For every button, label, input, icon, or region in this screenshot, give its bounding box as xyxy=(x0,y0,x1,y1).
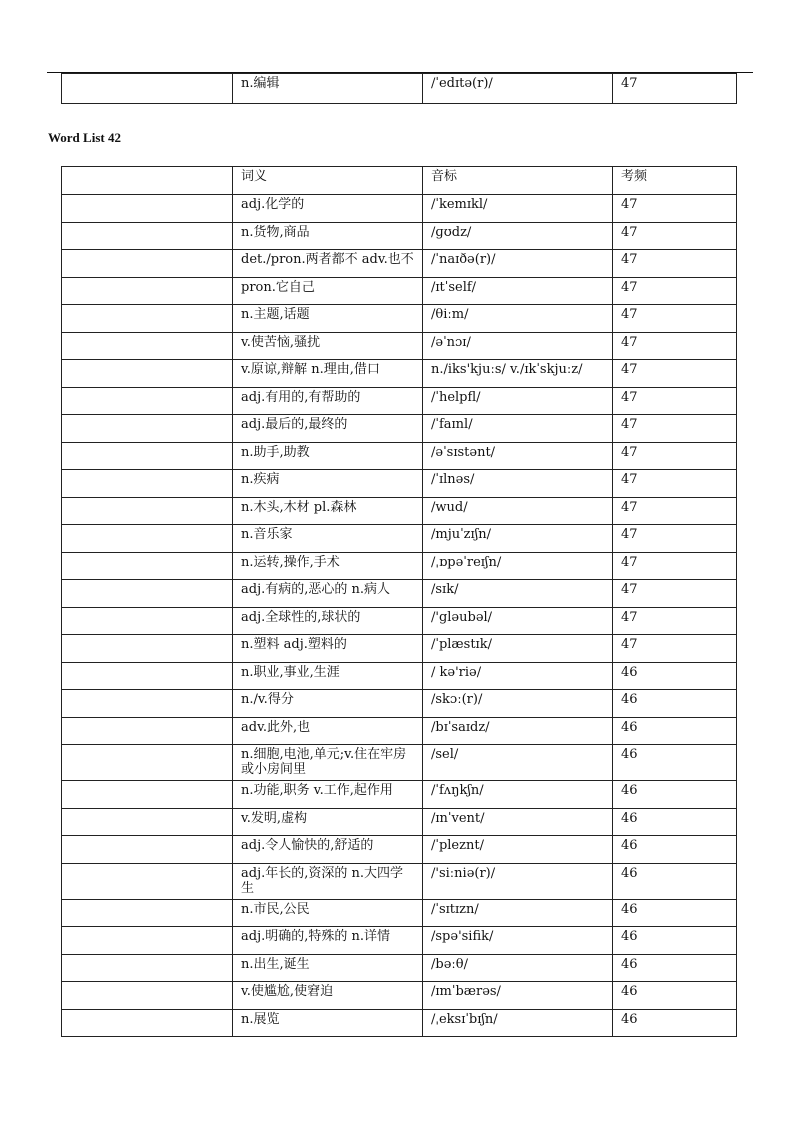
cell-word xyxy=(62,1009,233,1037)
cell-meaning: v.发明,虚构 xyxy=(233,808,423,836)
cell-frequency: 47 xyxy=(613,222,737,250)
cell-frequency: 46 xyxy=(613,899,737,927)
cell-word xyxy=(62,74,233,104)
cell-frequency: 47 xyxy=(613,525,737,553)
cell-phonetic: /əˈnɔɪ/ xyxy=(423,332,613,360)
cell-word xyxy=(62,497,233,525)
cell-meaning: adj.令人愉快的,舒适的 xyxy=(233,836,423,864)
table-row xyxy=(62,808,737,836)
word-list-table xyxy=(61,166,737,1037)
cell-phonetic: /'gləubəl/ xyxy=(423,607,613,635)
table-row xyxy=(62,745,737,781)
cell-phonetic: /wud/ xyxy=(423,497,613,525)
cell-frequency: 47 xyxy=(613,552,737,580)
cell-phonetic: /ɪtˈself/ xyxy=(423,277,613,305)
cell-word xyxy=(62,808,233,836)
cell-word xyxy=(62,195,233,223)
cell-meaning: n.塑料 adj.塑料的 xyxy=(233,635,423,663)
cell-word xyxy=(62,277,233,305)
cell-meaning: v.使苦恼,骚扰 xyxy=(233,332,423,360)
cell-phonetic: /ˈkemɪkl/ xyxy=(423,195,613,223)
header-phonetic: 音标 xyxy=(423,167,613,195)
cell-meaning: n.编辑 xyxy=(233,74,423,104)
table-row xyxy=(62,277,737,305)
cell-word xyxy=(62,552,233,580)
cell-phonetic: /ˈnaɪðə(r)/ xyxy=(423,250,613,278)
table-row xyxy=(62,360,737,388)
cell-meaning: n.职业,事业,生涯 xyxy=(233,662,423,690)
cell-phonetic: / kə'riə/ xyxy=(423,662,613,690)
cell-word xyxy=(62,332,233,360)
cell-word xyxy=(62,717,233,745)
previous-table-body xyxy=(62,74,737,104)
cell-meaning: adj.全球性的,球状的 xyxy=(233,607,423,635)
table-row xyxy=(62,690,737,718)
table-row xyxy=(62,387,737,415)
table-row xyxy=(62,899,737,927)
cell-phonetic: /θiːm/ xyxy=(423,305,613,333)
table-row xyxy=(62,863,737,899)
table-row xyxy=(62,927,737,955)
cell-phonetic: /ˈfaɪnl/ xyxy=(423,415,613,443)
table-row xyxy=(62,1009,737,1037)
cell-word xyxy=(62,899,233,927)
cell-meaning: pron.它自己 xyxy=(233,277,423,305)
cell-word xyxy=(62,745,233,781)
cell-phonetic: /bɪˈsaɪdz/ xyxy=(423,717,613,745)
cell-phonetic: /ˈhelpfl/ xyxy=(423,387,613,415)
table-row xyxy=(62,525,737,553)
table-row xyxy=(62,470,737,498)
cell-meaning: n.功能,职务 v.工作,起作用 xyxy=(233,781,423,809)
cell-word xyxy=(62,982,233,1010)
cell-meaning: adj.最后的,最终的 xyxy=(233,415,423,443)
cell-meaning: n.细胞,电池,单元;v.住在牢房或小房间里 xyxy=(233,745,423,781)
cell-phonetic: /skɔː(r)/ xyxy=(423,690,613,718)
cell-frequency: 47 xyxy=(613,195,737,223)
table-row xyxy=(62,497,737,525)
table-row xyxy=(62,305,737,333)
cell-frequency: 47 xyxy=(613,387,737,415)
cell-frequency: 47 xyxy=(613,580,737,608)
cell-phonetic: /bəːθ/ xyxy=(423,954,613,982)
cell-word xyxy=(62,662,233,690)
cell-frequency: 46 xyxy=(613,863,737,899)
cell-word xyxy=(62,415,233,443)
cell-phonetic: /'siːniə(r)/ xyxy=(423,863,613,899)
cell-word xyxy=(62,222,233,250)
cell-meaning: n.运转,操作,手术 xyxy=(233,552,423,580)
cell-frequency: 46 xyxy=(613,781,737,809)
cell-meaning: n.主题,话题 xyxy=(233,305,423,333)
cell-word xyxy=(62,607,233,635)
cell-phonetic: /ɡʊdz/ xyxy=(423,222,613,250)
cell-frequency: 46 xyxy=(613,954,737,982)
cell-frequency: 47 xyxy=(613,442,737,470)
cell-word xyxy=(62,387,233,415)
cell-phonetic: /ˈɪlnəs/ xyxy=(423,470,613,498)
cell-frequency: 46 xyxy=(613,927,737,955)
cell-frequency: 47 xyxy=(613,74,737,104)
cell-word xyxy=(62,250,233,278)
cell-phonetic: /sel/ xyxy=(423,745,613,781)
cell-frequency: 46 xyxy=(613,1009,737,1037)
cell-frequency: 47 xyxy=(613,415,737,443)
cell-word xyxy=(62,836,233,864)
table-row xyxy=(62,635,737,663)
cell-word xyxy=(62,305,233,333)
previous-word-table xyxy=(61,73,737,104)
cell-frequency: 46 xyxy=(613,717,737,745)
cell-meaning: adj.化学的 xyxy=(233,195,423,223)
cell-word xyxy=(62,781,233,809)
cell-frequency: 46 xyxy=(613,808,737,836)
table-row xyxy=(62,442,737,470)
table-row xyxy=(62,836,737,864)
cell-meaning: n.市民,公民 xyxy=(233,899,423,927)
cell-frequency: 47 xyxy=(613,305,737,333)
cell-meaning: n.货物,商品 xyxy=(233,222,423,250)
table-row xyxy=(62,580,737,608)
cell-frequency: 47 xyxy=(613,470,737,498)
cell-frequency: 46 xyxy=(613,982,737,1010)
cell-phonetic: n./iks'kjuːs/ v./ɪkˈskjuːz/ xyxy=(423,360,613,388)
cell-meaning: v.原谅,辩解 n.理由,借口 xyxy=(233,360,423,388)
cell-meaning: adj.年长的,资深的 n.大四学生 xyxy=(233,863,423,899)
cell-word xyxy=(62,635,233,663)
table-row xyxy=(62,552,737,580)
header-word xyxy=(62,167,233,195)
cell-meaning: adj.有用的,有帮助的 xyxy=(233,387,423,415)
cell-meaning: v.使尴尬,使窘迫 xyxy=(233,982,423,1010)
cell-meaning: adv.此外,也 xyxy=(233,717,423,745)
cell-frequency: 46 xyxy=(613,690,737,718)
cell-word xyxy=(62,442,233,470)
cell-phonetic: /ˌɒpəˈreɪʃn/ xyxy=(423,552,613,580)
table-row xyxy=(62,415,737,443)
cell-phonetic: /mjuˈzɪʃn/ xyxy=(423,525,613,553)
cell-frequency: 47 xyxy=(613,360,737,388)
cell-meaning: n.展览 xyxy=(233,1009,423,1037)
cell-phonetic: /spə'sifik/ xyxy=(423,927,613,955)
table-row xyxy=(62,250,737,278)
cell-word xyxy=(62,470,233,498)
cell-word xyxy=(62,525,233,553)
cell-word xyxy=(62,863,233,899)
cell-frequency: 46 xyxy=(613,836,737,864)
table-row xyxy=(62,607,737,635)
cell-word xyxy=(62,954,233,982)
cell-meaning: n.助手,助教 xyxy=(233,442,423,470)
header-meaning: 词义 xyxy=(233,167,423,195)
table-row xyxy=(62,662,737,690)
cell-word xyxy=(62,690,233,718)
cell-phonetic: /ˈplæstɪk/ xyxy=(423,635,613,663)
cell-meaning: det./pron.两者都不 adv.也不 xyxy=(233,250,423,278)
cell-frequency: 47 xyxy=(613,250,737,278)
cell-word xyxy=(62,580,233,608)
cell-phonetic: /ɪnˈvent/ xyxy=(423,808,613,836)
cell-meaning: n.疾病 xyxy=(233,470,423,498)
table-row xyxy=(62,717,737,745)
cell-frequency: 47 xyxy=(613,607,737,635)
table-row xyxy=(62,195,737,223)
table-row xyxy=(62,332,737,360)
cell-phonetic: /ˈfʌŋkʃn/ xyxy=(423,781,613,809)
cell-word xyxy=(62,360,233,388)
table-row xyxy=(62,982,737,1010)
header-frequency: 考频 xyxy=(613,167,737,195)
cell-meaning: n./v.得分 xyxy=(233,690,423,718)
cell-phonetic: /ˈsɪtɪzn/ xyxy=(423,899,613,927)
cell-meaning: n.木头,木材 pl.森林 xyxy=(233,497,423,525)
cell-meaning: n.出生,诞生 xyxy=(233,954,423,982)
cell-frequency: 47 xyxy=(613,332,737,360)
cell-meaning: adj.明确的,特殊的 n.详情 xyxy=(233,927,423,955)
cell-frequency: 47 xyxy=(613,277,737,305)
cell-phonetic: /ˈpleznt/ xyxy=(423,836,613,864)
section-title: Word List 42 xyxy=(48,130,121,145)
cell-frequency: 46 xyxy=(613,745,737,781)
cell-phonetic: /ɪmˈbærəs/ xyxy=(423,982,613,1010)
cell-meaning: n.音乐家 xyxy=(233,525,423,553)
cell-frequency: 46 xyxy=(613,662,737,690)
table-row xyxy=(62,781,737,809)
cell-word xyxy=(62,927,233,955)
table-row xyxy=(62,222,737,250)
cell-phonetic: /əˈsɪstənt/ xyxy=(423,442,613,470)
cell-meaning: adj.有病的,恶心的 n.病人 xyxy=(233,580,423,608)
word-list-body xyxy=(62,195,737,1037)
cell-frequency: 47 xyxy=(613,497,737,525)
table-row xyxy=(62,954,737,982)
cell-phonetic: /ˈedɪtə(r)/ xyxy=(423,74,613,104)
table-header-row xyxy=(62,167,737,195)
cell-phonetic: /ˌeksɪˈbɪʃn/ xyxy=(423,1009,613,1037)
cell-phonetic: /sɪk/ xyxy=(423,580,613,608)
cell-frequency: 47 xyxy=(613,635,737,663)
table-row xyxy=(62,74,737,104)
